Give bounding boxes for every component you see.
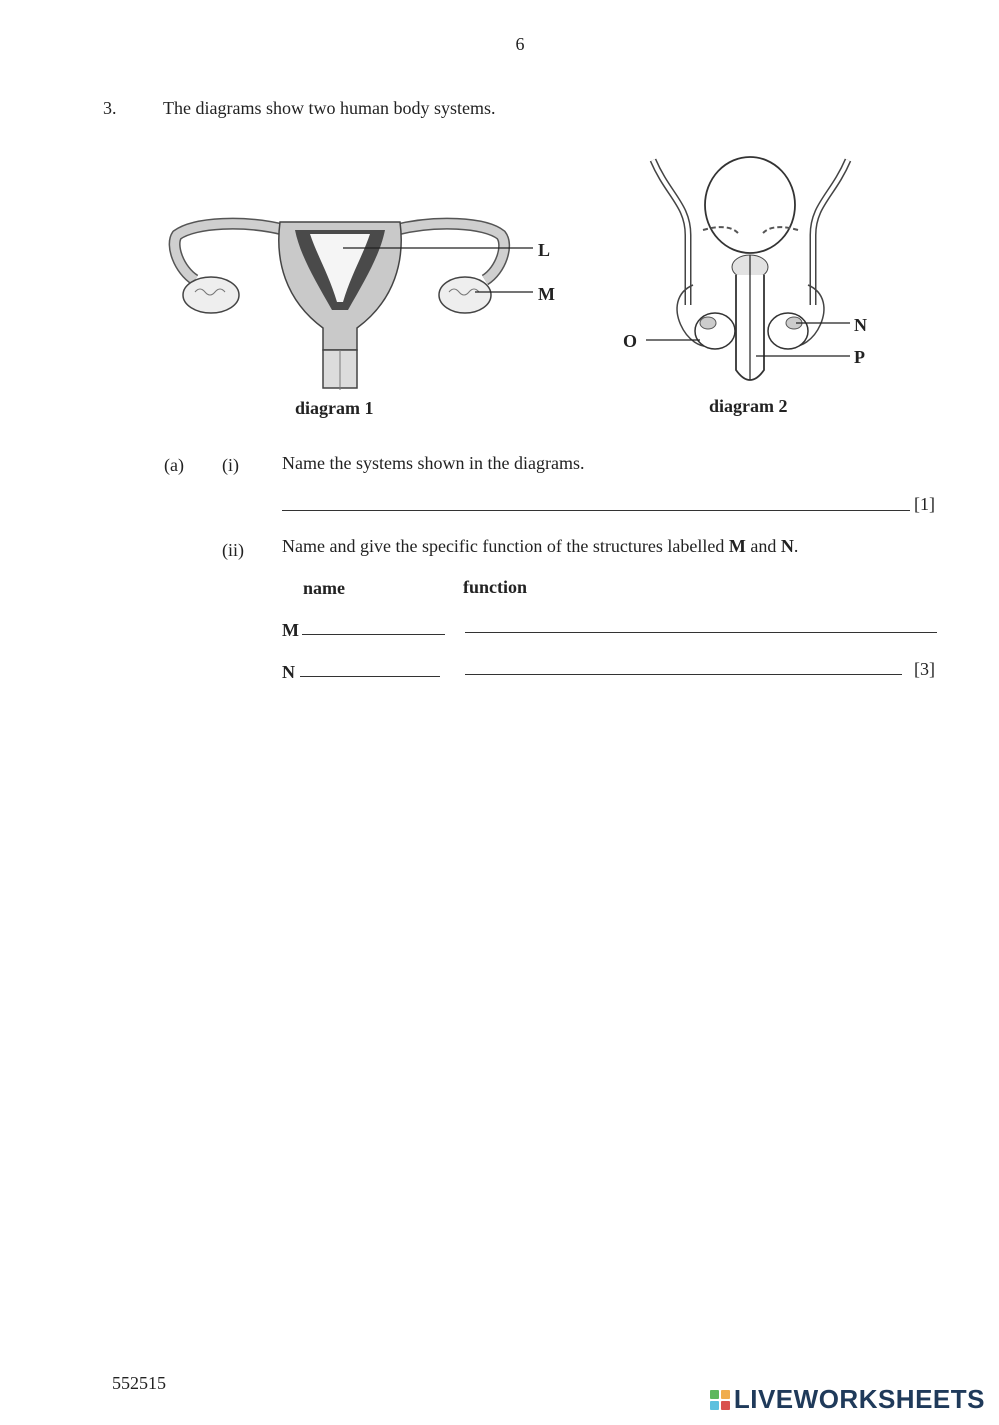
marks-a-ii: [3] bbox=[914, 659, 935, 679]
bladder bbox=[705, 157, 795, 253]
column-header-name: name bbox=[303, 578, 345, 598]
diagram-1-label-m: M bbox=[538, 284, 555, 304]
prompt-text: Name and give the specific function of the structures labelled bbox=[282, 536, 729, 556]
diagram-1-female-reproductive-system bbox=[165, 200, 585, 400]
liveworksheets-logo[interactable] bbox=[710, 1384, 985, 1415]
logo-tiles-icon bbox=[710, 1390, 730, 1410]
part-a-ii-label: (ii) bbox=[222, 540, 244, 560]
column-header-function: function bbox=[463, 577, 528, 597]
row-label-n: N bbox=[282, 662, 295, 682]
answer-line-m-name[interactable] bbox=[302, 634, 445, 635]
diagram-2-label-n: N bbox=[854, 315, 867, 335]
diagram-2-male-reproductive-system bbox=[618, 155, 888, 390]
marks-a-i: [1] bbox=[914, 494, 935, 514]
prompt-text-and: and bbox=[745, 536, 781, 556]
part-a-i-prompt: Name the systems shown in the diagrams. bbox=[282, 453, 585, 473]
prompt-bold-n: N bbox=[780, 536, 794, 556]
diagram-2-label-p: P bbox=[854, 347, 865, 367]
brand-name: LIVEWORKSHEETS bbox=[733, 1384, 985, 1414]
part-a-ii-prompt bbox=[282, 536, 798, 557]
part-a-label: (a) bbox=[164, 455, 184, 475]
question-number: 3. bbox=[103, 98, 117, 118]
answer-line-m-function[interactable] bbox=[465, 632, 937, 633]
question-stem: The diagrams show two human body systems. bbox=[163, 98, 496, 118]
row-label-m: M bbox=[282, 620, 299, 640]
answer-line-systems[interactable] bbox=[282, 510, 910, 511]
answer-line-n-function[interactable] bbox=[465, 674, 902, 675]
diagram-2-label-o: O bbox=[623, 331, 638, 351]
prompt-bold-m: M bbox=[728, 536, 746, 556]
testis-left bbox=[695, 313, 735, 349]
prompt-text-end: . bbox=[793, 536, 799, 556]
answer-line-n-name[interactable] bbox=[300, 676, 440, 677]
diagram-2-caption: diagram 2 bbox=[709, 396, 788, 416]
footer-code: 552515 bbox=[112, 1373, 166, 1393]
part-a-i-label: (i) bbox=[222, 455, 239, 475]
diagram-1-label-l: L bbox=[538, 240, 551, 260]
page-number: 6 bbox=[515, 34, 525, 54]
diagram-1-caption: diagram 1 bbox=[295, 398, 374, 418]
